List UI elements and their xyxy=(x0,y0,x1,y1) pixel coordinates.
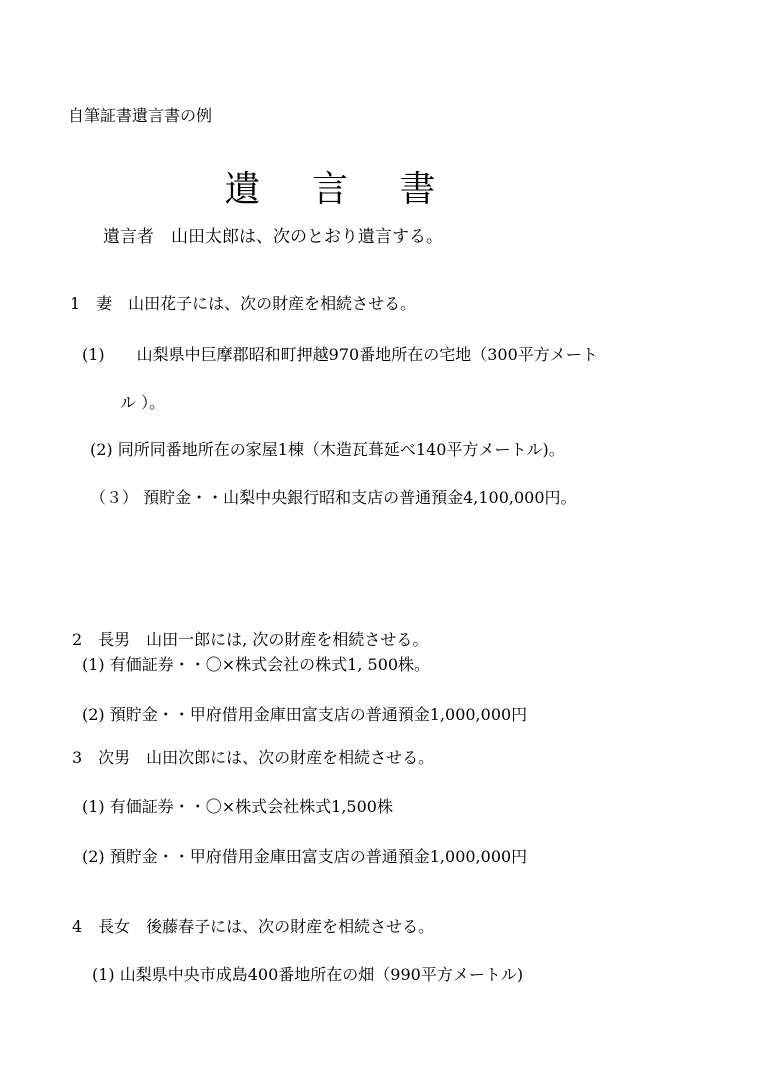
section-2-item-2: (2) 預貯金・・甲府借用金庫田富支店の普通預金1,000,000円 xyxy=(82,705,528,724)
document-title: 遺 言 書 xyxy=(224,169,456,210)
document-caption: 自筆証書遺言書の例 xyxy=(68,106,213,125)
section-1-heading: 1 妻 山田花子には、次の財産を相続させる。 xyxy=(70,294,417,313)
section-2-item-1: (1) 有価証券・・〇×株式会社の株式1, 500株。 xyxy=(82,655,431,674)
section-1-item-1: (1) 山梨県中巨摩郡昭和町押越970番地所在の宅地（300平方メート xyxy=(82,345,598,364)
section-2-heading: 2 長男 山田一郎には, 次の財産を相続させる。 xyxy=(72,630,429,649)
section-1-item-1-continued: ル ）。 xyxy=(120,393,166,412)
section-4-item-1: (1) 山梨県中央市成島400番地所在の畑（990平方メートル) xyxy=(92,965,524,984)
section-3-item-1: (1) 有価証券・・〇×株式会社株式1,500株 xyxy=(82,797,393,816)
section-1-item-3: （３） 預貯金・・山梨中央銀行昭和支店の普通預金4,100,000円。 xyxy=(90,488,577,507)
section-3-heading: 3 次男 山田次郎には、次の財産を相続させる。 xyxy=(72,748,435,767)
section-1-item-2: (2) 同所同番地所在の家屋1棟（木造瓦葺延べ140平方メートル)。 xyxy=(90,440,565,459)
section-3-item-2: (2) 預貯金・・甲府借用金庫田富支店の普通預金1,000,000円 xyxy=(82,847,528,866)
intro-statement: 遺言者 山田太郎は、次のとおり遺言する。 xyxy=(103,227,443,247)
section-4-heading: 4 長女 後藤春子には、次の財産を相続させる。 xyxy=(72,917,435,936)
